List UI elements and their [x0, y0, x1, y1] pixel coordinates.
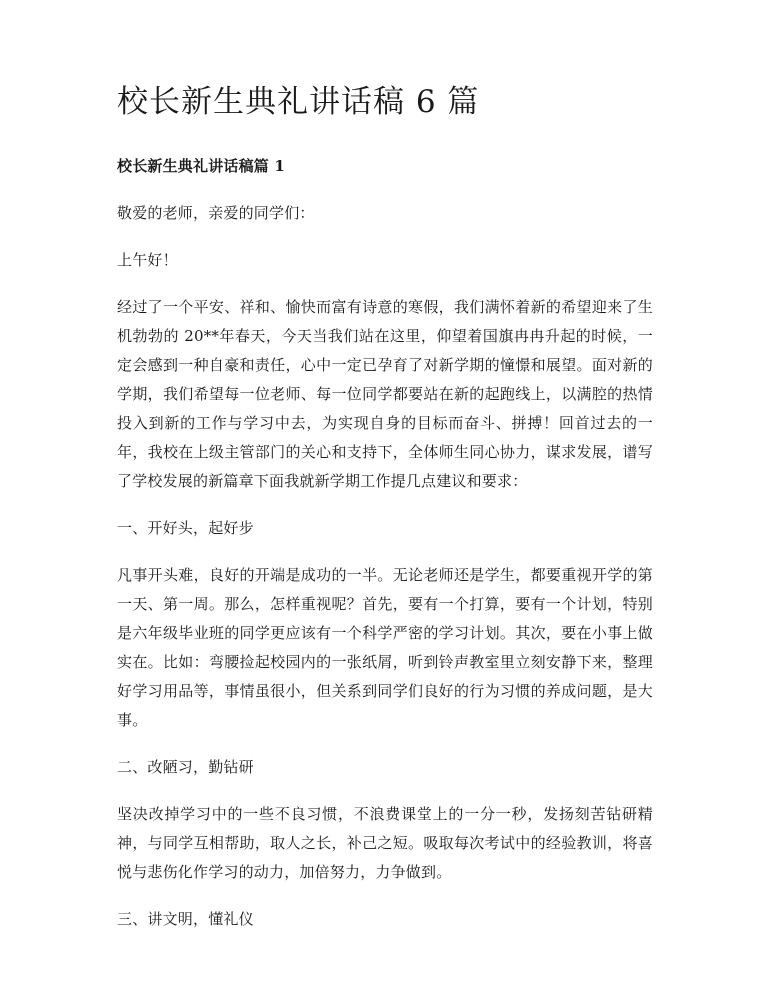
paragraph-2: 坚决改掉学习中的一些不良习惯，不浪费课堂上的一分一秒，发扬刻苦钻研精神，与同学互相帮助，取人之长，补己之短。吸取每次考试中的经验教训，将喜悦与悲伤化作学习的动力，加倍努力，力争做到。: [117, 805, 653, 881]
heading-2: 二、改陋习，勤钻研: [117, 758, 254, 776]
greeting: 敬爱的老师，亲爱的同学们：: [117, 204, 315, 222]
document-body: [117, 152, 653, 934]
section-title: 校长新生典礼讲话稿篇 1: [117, 157, 286, 175]
paragraph-intro: 经过了一个平安、祥和、愉快而富有诗意的寒假，我们满怀着新的希望迎来了生机勃勃的 20**年春天，今天当我们站在这里，仰望着国旗冉冉升起的时候，一定会感到一种自豪和责任，心中一定已孕育了对新学期的憧憬和展望。面对新的学期，我们希望每一位老师、每一位同学都要站在新的起跑线上，以满腔的热情投入到新的工作与学习中去，为实现自身的目标而奋斗、拼搏！回首过去的一年，我校在上级主管部门的关心和支持下，全体师生同心协力，谋求发展，谱写了学校发展的新篇章下面我就新学期工作提几点建议和要求：: [117, 298, 653, 490]
heading-3: 三、讲文明，懂礼仪: [117, 910, 254, 928]
heading-1: 一、开好头，起好步: [117, 519, 254, 537]
salutation: 上午好！: [117, 251, 178, 269]
document-title: 校长新生典礼讲话稿 6 篇: [117, 84, 480, 120]
paragraph-1: 凡事开头难，良好的开端是成功的一半。无论老师还是学生，都要重视开学的第一天、第一周。那么，怎样重视呢？首先，要有一个打算，要有一个计划，特别是六年级毕业班的同学更应该有一个科学严密的学习计划。其次，要在小事上做实在。比如：弯腰捡起校园内的一张纸屑，听到铃声教室里立刻安静下来，整理好学习用品等，事情虽很小，但关系到同学们良好的行为习惯的养成问题，是大事。: [117, 566, 653, 729]
